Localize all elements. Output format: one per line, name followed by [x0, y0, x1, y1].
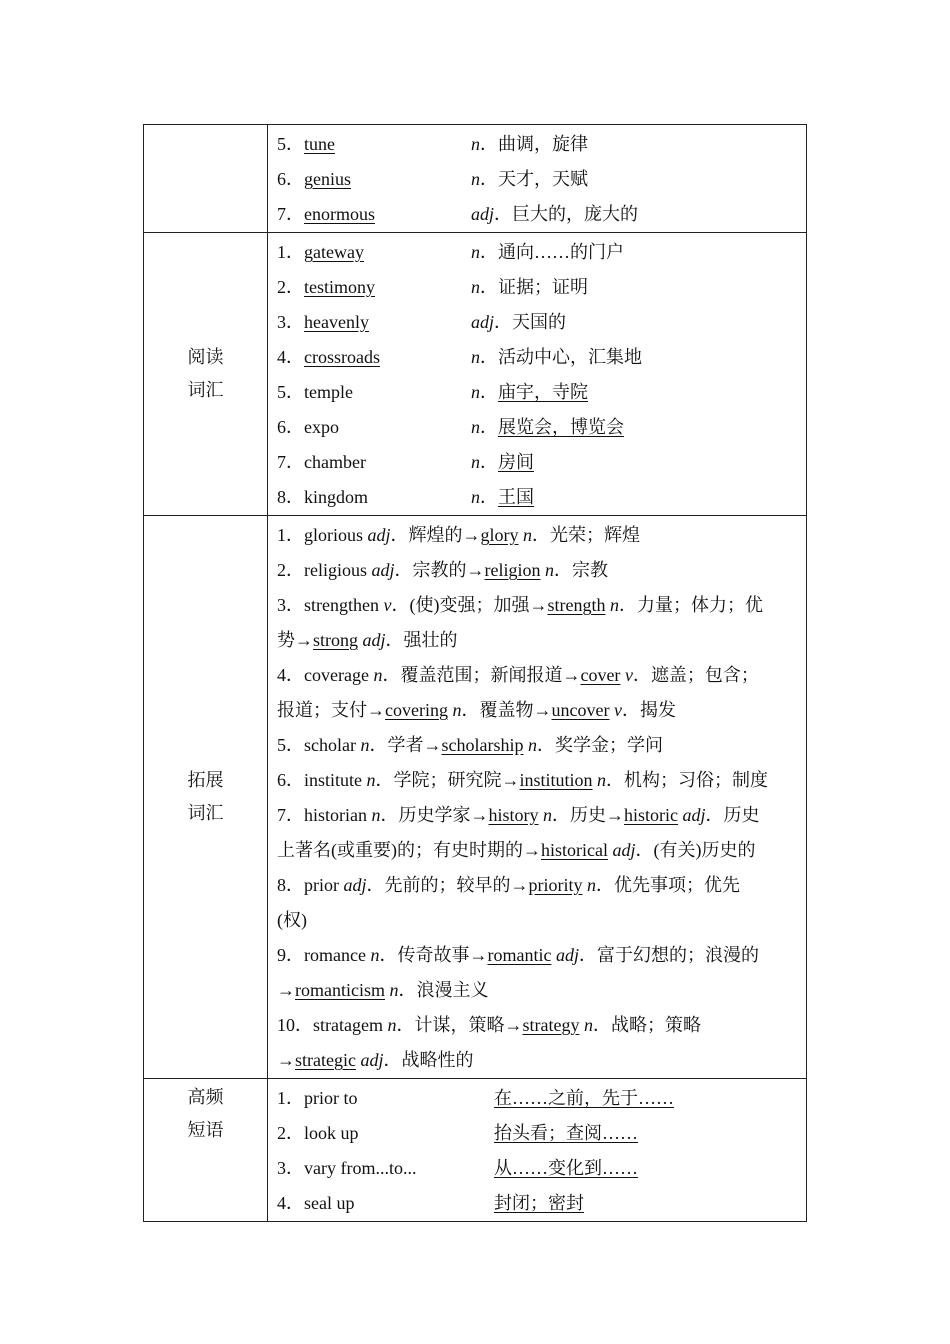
item-number: 6．: [277, 169, 304, 189]
extended-item-continued: 势→strong adj．强壮的: [277, 630, 458, 650]
category-label-reading: [144, 233, 268, 516]
extended-vocab-content: [268, 516, 807, 1079]
extended-item-continued: (权): [277, 910, 307, 930]
category-label-line: 词汇: [187, 380, 224, 400]
vocab-row: 4．crossroads n．活动中心，汇集地: [277, 347, 642, 367]
part-of-speech: n: [471, 382, 480, 402]
vocab-meaning: 证据；证明: [498, 277, 588, 297]
category-label-line: 阅读: [187, 347, 224, 367]
phrase-meaning: 封闭；密封: [494, 1193, 584, 1213]
derived-word: historic: [624, 805, 679, 825]
vocab-meaning: 巨大的，庞大的: [512, 204, 639, 224]
extended-item: 8．prior adj．先前的；较早的→priority n．优先事项；优先: [277, 875, 741, 895]
vocab-row: 8．kingdom n．王国: [277, 487, 534, 507]
section-reading-vocabulary: [144, 233, 807, 516]
vocab-row: 6．expo n．展览会，博览会: [277, 417, 624, 437]
extended-item: 4．coverage n．覆盖范围；新闻报道→cover v．遮盖；包含；: [277, 665, 759, 685]
vocab-row: 6．genius n．天才，天赋: [277, 169, 588, 189]
derived-word: glory: [480, 525, 519, 545]
part-of-speech: n: [471, 169, 480, 189]
part-of-speech: n: [471, 277, 480, 297]
vocab-meaning: 通向……的门户: [498, 242, 624, 262]
part-of-speech: n: [471, 487, 480, 507]
item-number: 4．: [277, 1193, 304, 1213]
phrase-meaning: 在……之前，先于……: [494, 1088, 674, 1108]
extended-item: 3．strengthen v．(使)变强；加强→strength n．力量；体力；优: [277, 595, 763, 615]
extended-item: 10．stratagem n．计谋，策略→strategy n．战略；策略: [277, 1015, 701, 1035]
item-number: 5．: [277, 382, 304, 402]
extended-item-continued: 上著名(或重要)的；有史时期的→historical adj．(有关)历史的: [277, 840, 756, 860]
vocab-meaning: 天才，天赋: [498, 169, 588, 189]
derived-word: strategy: [522, 1015, 580, 1035]
phrase-meaning: 抬头看；查阅……: [494, 1123, 638, 1143]
item-number: 8．: [277, 487, 304, 507]
vocab-meaning: 庙宇，寺院: [498, 382, 588, 402]
category-label-phrases: [144, 1079, 268, 1222]
vocab-word: enormous: [304, 204, 375, 224]
section-phrases: [144, 1079, 807, 1222]
item-number: 6．: [277, 417, 304, 437]
item-number: 2．: [277, 1123, 304, 1143]
vocab-meaning: 王国: [498, 487, 534, 507]
extended-item-continued: →strategic adj．战略性的: [277, 1050, 474, 1070]
vocab-word: expo: [304, 417, 339, 437]
derived-word: religion: [484, 560, 541, 580]
derived-word: uncover: [551, 700, 610, 720]
extended-item: 9．romance n．传奇故事→romantic adj．富于幻想的；浪漫的: [277, 945, 759, 965]
vocabulary-table: [143, 124, 807, 1222]
category-label-line: 短语: [187, 1120, 224, 1140]
section-continued: [144, 125, 807, 233]
item-number: 7．: [277, 204, 304, 224]
vocab-word: temple: [304, 382, 353, 402]
section-continued-content: [268, 125, 807, 233]
derived-word: scholarship: [441, 735, 524, 755]
part-of-speech: n: [471, 452, 480, 472]
vocab-row: 3．heavenly adj．天国的: [277, 312, 567, 332]
derived-word: romantic: [487, 945, 552, 965]
vocab-meaning: 房间: [498, 452, 534, 472]
reading-vocab-content: [268, 233, 807, 516]
extended-item-continued: 报道；支付→covering n．覆盖物→uncover v．揭发: [277, 700, 676, 720]
item-number: 5．: [277, 134, 304, 154]
vocab-word: testimony: [304, 277, 375, 297]
extended-item: 1．glorious adj．辉煌的→glory n．光荣；辉煌: [277, 525, 641, 545]
vocab-word: heavenly: [304, 312, 369, 332]
derived-word: covering: [385, 700, 448, 720]
item-number: 3．: [277, 312, 304, 332]
phrase-row: [277, 1186, 798, 1221]
extended-item-continued: →romanticism n．浪漫主义: [277, 980, 489, 1000]
extended-item: 6．institute n．学院；研究院→institution n．机构；习俗；制度: [277, 770, 769, 790]
category-label-extended: [144, 516, 268, 1079]
part-of-speech: n: [471, 242, 480, 262]
part-of-speech: n: [471, 134, 480, 154]
vocab-row: 2．testimony n．证据；证明: [277, 277, 588, 297]
category-label-line: 词汇: [187, 803, 224, 823]
vocab-meaning: 活动中心，汇集地: [498, 347, 642, 367]
vocab-word: gateway: [304, 242, 364, 262]
phrase: vary from...to...: [304, 1158, 417, 1178]
item-number: 4．: [277, 347, 304, 367]
phrase-row: [277, 1116, 798, 1151]
extended-item: 2．religious adj．宗教的→religion n．宗教: [277, 560, 609, 580]
derived-word: romanticism: [295, 980, 385, 1000]
part-of-speech: adj: [471, 204, 495, 224]
vocab-word: genius: [304, 169, 351, 189]
phrase: look up: [304, 1123, 359, 1143]
vocab-word: tune: [304, 134, 335, 154]
vocab-meaning: 天国的: [512, 312, 567, 332]
item-number: 1．: [277, 1088, 304, 1108]
phrase-meaning: 从……变化到……: [494, 1158, 638, 1178]
vocab-row: 1．gateway n．通向……的门户: [277, 242, 624, 262]
derived-word: history: [488, 805, 539, 825]
item-number: 7．: [277, 452, 304, 472]
extended-item: 7．historian n．历史学家→history n．历史→historic adj．历史: [277, 805, 760, 825]
derived-word: institution: [519, 770, 593, 790]
vocab-row: 7．chamber n．房间: [277, 452, 534, 472]
derived-word: historical: [541, 840, 608, 860]
vocab-meaning: 展览会，博览会: [498, 417, 624, 437]
vocab-row: 5．temple n．庙宇，寺院: [277, 382, 588, 402]
extended-item: 5．scholar n．学者→scholarship n．奖学金；学问: [277, 735, 663, 755]
part-of-speech: n: [471, 417, 480, 437]
vocab-meaning: 曲调，旋律: [498, 134, 588, 154]
section-extended-vocabulary: [144, 516, 807, 1079]
vocab-row: 5．tune n．曲调，旋律: [277, 134, 588, 154]
item-number: 3．: [277, 1158, 304, 1178]
phrase: prior to: [304, 1088, 358, 1108]
phrase-row: [277, 1081, 798, 1116]
phrase-row: [277, 1151, 798, 1186]
vocab-word: chamber: [304, 452, 366, 472]
derived-word: strong: [313, 630, 358, 650]
derived-word: priority: [528, 875, 583, 895]
derived-word: strategic: [295, 1050, 356, 1070]
item-number: 1．: [277, 242, 304, 262]
phrase: seal up: [304, 1193, 355, 1213]
category-cell-empty: [144, 125, 268, 233]
vocab-word: kingdom: [304, 487, 369, 507]
phrases-content: [268, 1079, 807, 1222]
category-label-line: 拓展: [187, 770, 224, 790]
item-number: 2．: [277, 277, 304, 297]
derived-word: strength: [547, 595, 606, 615]
part-of-speech: n: [471, 347, 480, 367]
derived-word: cover: [580, 665, 621, 685]
part-of-speech: adj: [471, 312, 495, 332]
category-label-line: 高频: [187, 1087, 224, 1107]
vocab-row: 7．enormous adj．巨大的，庞大的: [277, 204, 639, 224]
vocab-word: crossroads: [304, 347, 380, 367]
